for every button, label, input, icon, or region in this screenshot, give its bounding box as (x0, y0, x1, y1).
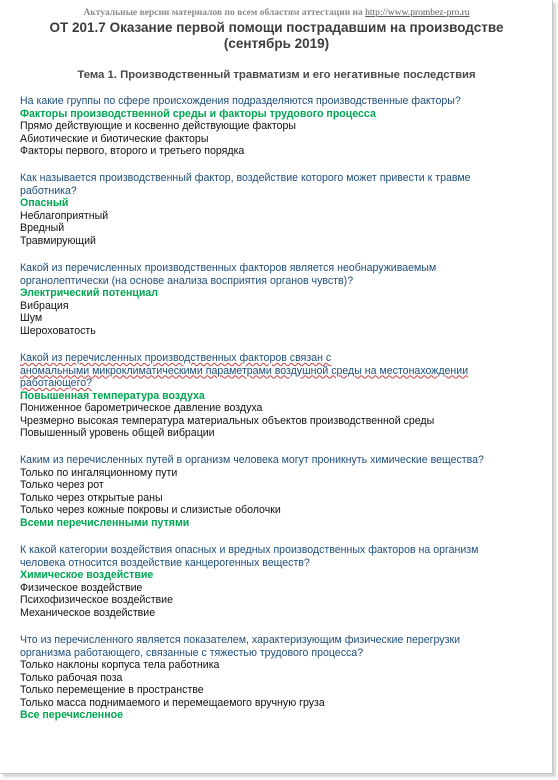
question-text: аномальными микроклиматическими параметрами воздушной среды на местонахождении (20, 364, 469, 377)
question-block-4 (20, 352, 520, 440)
correct-answer: Всеми перечисленными путями (20, 516, 190, 529)
question-text: Какой из перечисленных производственных факторов является необнаруживаемым (20, 262, 437, 274)
answer-option: Физическое воздействие (20, 581, 143, 594)
question-text: работающего? (20, 377, 92, 389)
question-block-2 (20, 172, 520, 247)
answer-option: Повышенный уровень общей вибрации (20, 427, 215, 439)
document-title (20, 20, 533, 52)
header-note-link[interactable]: http://www.prombez-pro.ru (365, 8, 470, 18)
question-text: К какой категории воздействия опасных и вредных производственных факторов на организм (20, 544, 479, 556)
correct-answer: Электрический потенциал (20, 287, 159, 299)
answer-option: Неблагоприятный (20, 209, 109, 222)
question-block-3 (20, 262, 520, 337)
correct-answer: Все перечисленное (20, 709, 123, 721)
answer-option: Прямо действующие и косвенно действующие факторы (20, 120, 296, 132)
answer-option: Механическое воздействие (20, 606, 156, 619)
answer-option: Вибрация (20, 299, 69, 312)
question-text: Каким из перечисленных путей в организм человека могут проникнуть химические вещества? (20, 454, 484, 466)
question-text: органолептически (на основе анализа восприятия органов чувств)? (20, 274, 354, 287)
question-text: работника? (20, 184, 77, 197)
answer-option: Психофизическое воздействие (20, 594, 173, 606)
question-block-6 (20, 544, 520, 619)
answer-option: Шум (20, 312, 43, 324)
correct-answer: Повышенная температура воздуха (20, 389, 205, 402)
question-block-1 (20, 95, 520, 158)
answer-option: Только по ингаляционному пути (20, 466, 178, 479)
answer-option: Шероховатость (20, 324, 96, 337)
correct-answer: Факторы производственной среды и факторы трудового процесса (20, 107, 376, 120)
document-title-line2: (сентябрь 2019) (223, 36, 330, 51)
header-note-text: Актуальные версии материалов по всем областям аттестации на (83, 8, 363, 18)
question-text: человека относится воздействие канцерогенных веществ? (20, 556, 310, 569)
answer-option: Только через рот (20, 479, 104, 491)
correct-answer: Химическое воздействие (20, 569, 154, 581)
answer-option: Только через открытые раны (20, 491, 163, 504)
answer-option: Чрезмерно высокая температура материальных объектов производственной среды (20, 414, 435, 427)
answer-option: Только наклоны корпуса тела работника (20, 659, 220, 671)
question-text: На какие группы по сфере происхождения подразделяются производственные факторы? (20, 95, 461, 107)
document-title-line1: ОТ 201.7 Оказание первой помощи пострадавшим на производстве (49, 20, 504, 35)
header-note (0, 7, 553, 19)
answer-option: Факторы первого, второго и третьего порядка (20, 145, 245, 157)
answer-option: Абиотические и биотические факторы (20, 132, 209, 145)
topic-heading: Тема 1. Производственный травматизм и его негативные последствия (77, 69, 476, 81)
answer-option: Только масса поднимаемого и перемещаемого вручную груза (20, 696, 325, 709)
answer-option: Только через кожные покровы и слизистые оболочки (20, 504, 281, 516)
answer-option: Пониженное барометрическое давление воздуха (20, 402, 263, 414)
question-block-7 (20, 634, 520, 722)
answer-option: Только перемещение в пространстве (20, 684, 204, 696)
answer-option: Только рабочая поза (20, 671, 123, 684)
question-text: Как называется производственный фактор, воздействие которого может привести к травме (20, 172, 471, 184)
question-text: Какой из перечисленных производственных факторов связан с (20, 352, 332, 364)
question-text: Что из перечисленного является показателем, характеризующим физические перегрузки (20, 634, 461, 646)
answer-option: Вредный (20, 222, 65, 234)
question-text: организма работающего, связанные с тяжестью трудового процесса? (20, 646, 364, 659)
question-block-5 (20, 454, 520, 529)
correct-answer: Опасный (20, 197, 69, 209)
answer-option: Травмирующий (20, 234, 96, 247)
